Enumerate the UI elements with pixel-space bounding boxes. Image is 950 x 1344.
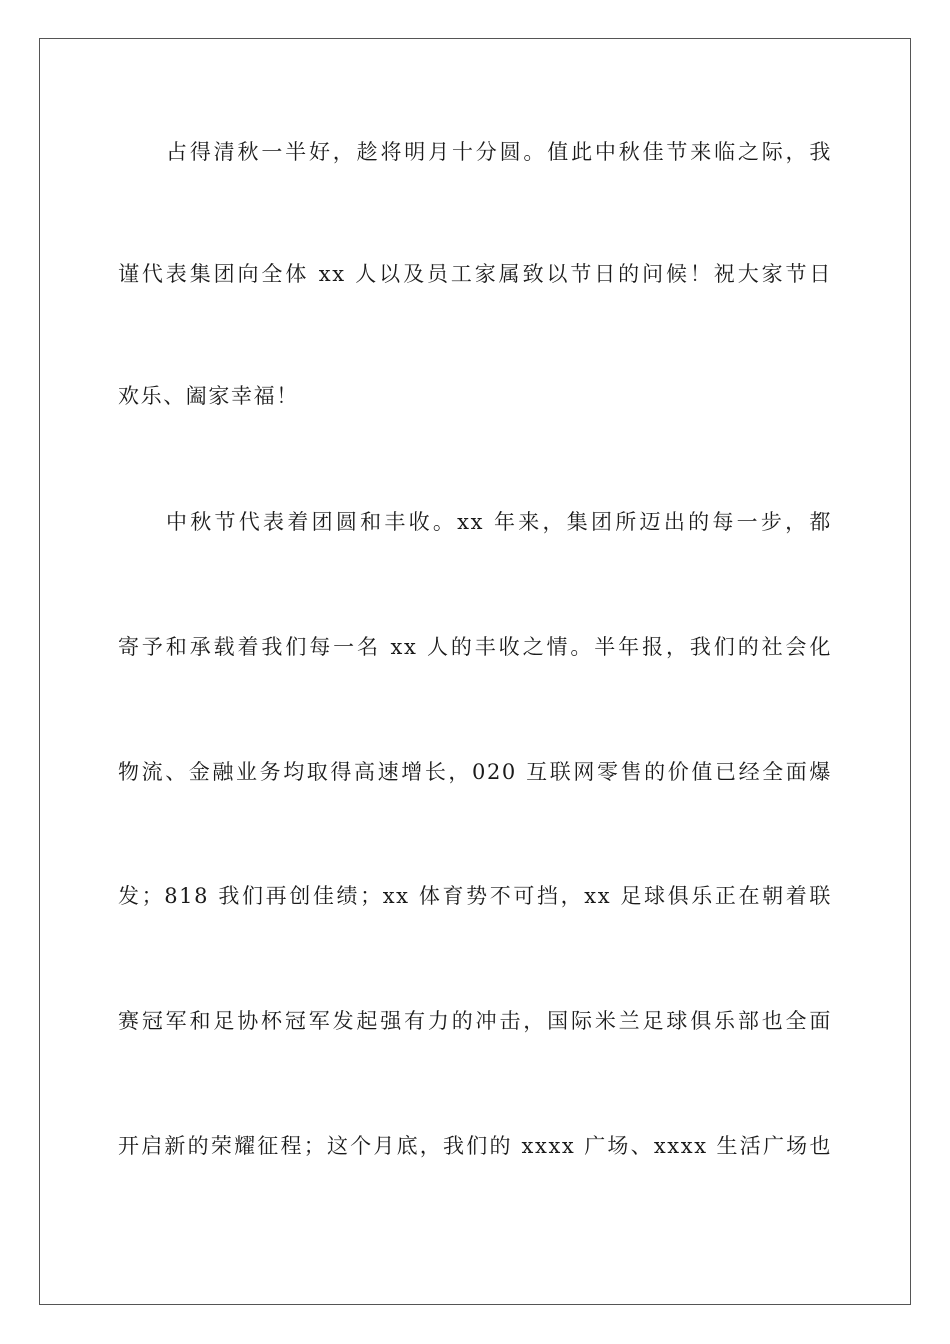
paragraph-2-line-3: 物流、金融业务均取得高速增长，020 互联网零售的价值已经全面爆: [118, 760, 832, 784]
paragraph-1-line-1: 占得清秋一半好，趁将明月十分圆。值此中秋佳节来临之际，我: [166, 140, 832, 164]
paragraph-2-line-4: 发；818 我们再创佳绩；xx 体育势不可挡，xx 足球俱乐正在朝着联: [118, 884, 832, 908]
paragraph-1-line-2: 谨代表集团向全体 xx 人以及员工家属致以节日的问候！祝大家节日: [118, 262, 832, 286]
paragraph-1-line-3: 欢乐、阖家幸福！: [118, 384, 299, 408]
page-border: [39, 38, 911, 1305]
paragraph-2-line-2: 寄予和承载着我们每一名 xx 人的丰收之情。半年报，我们的社会化: [118, 635, 832, 659]
paragraph-2-line-1: 中秋节代表着团圆和丰收。xx 年来，集团所迈出的每一步，都: [166, 510, 832, 534]
paragraph-2-line-6: 开启新的荣耀征程；这个月底，我们的 xxxx 广场、xxxx 生活广场也: [118, 1134, 832, 1158]
paragraph-2-line-5: 赛冠军和足协杯冠军发起强有力的冲击，国际米兰足球俱乐部也全面: [118, 1009, 832, 1033]
